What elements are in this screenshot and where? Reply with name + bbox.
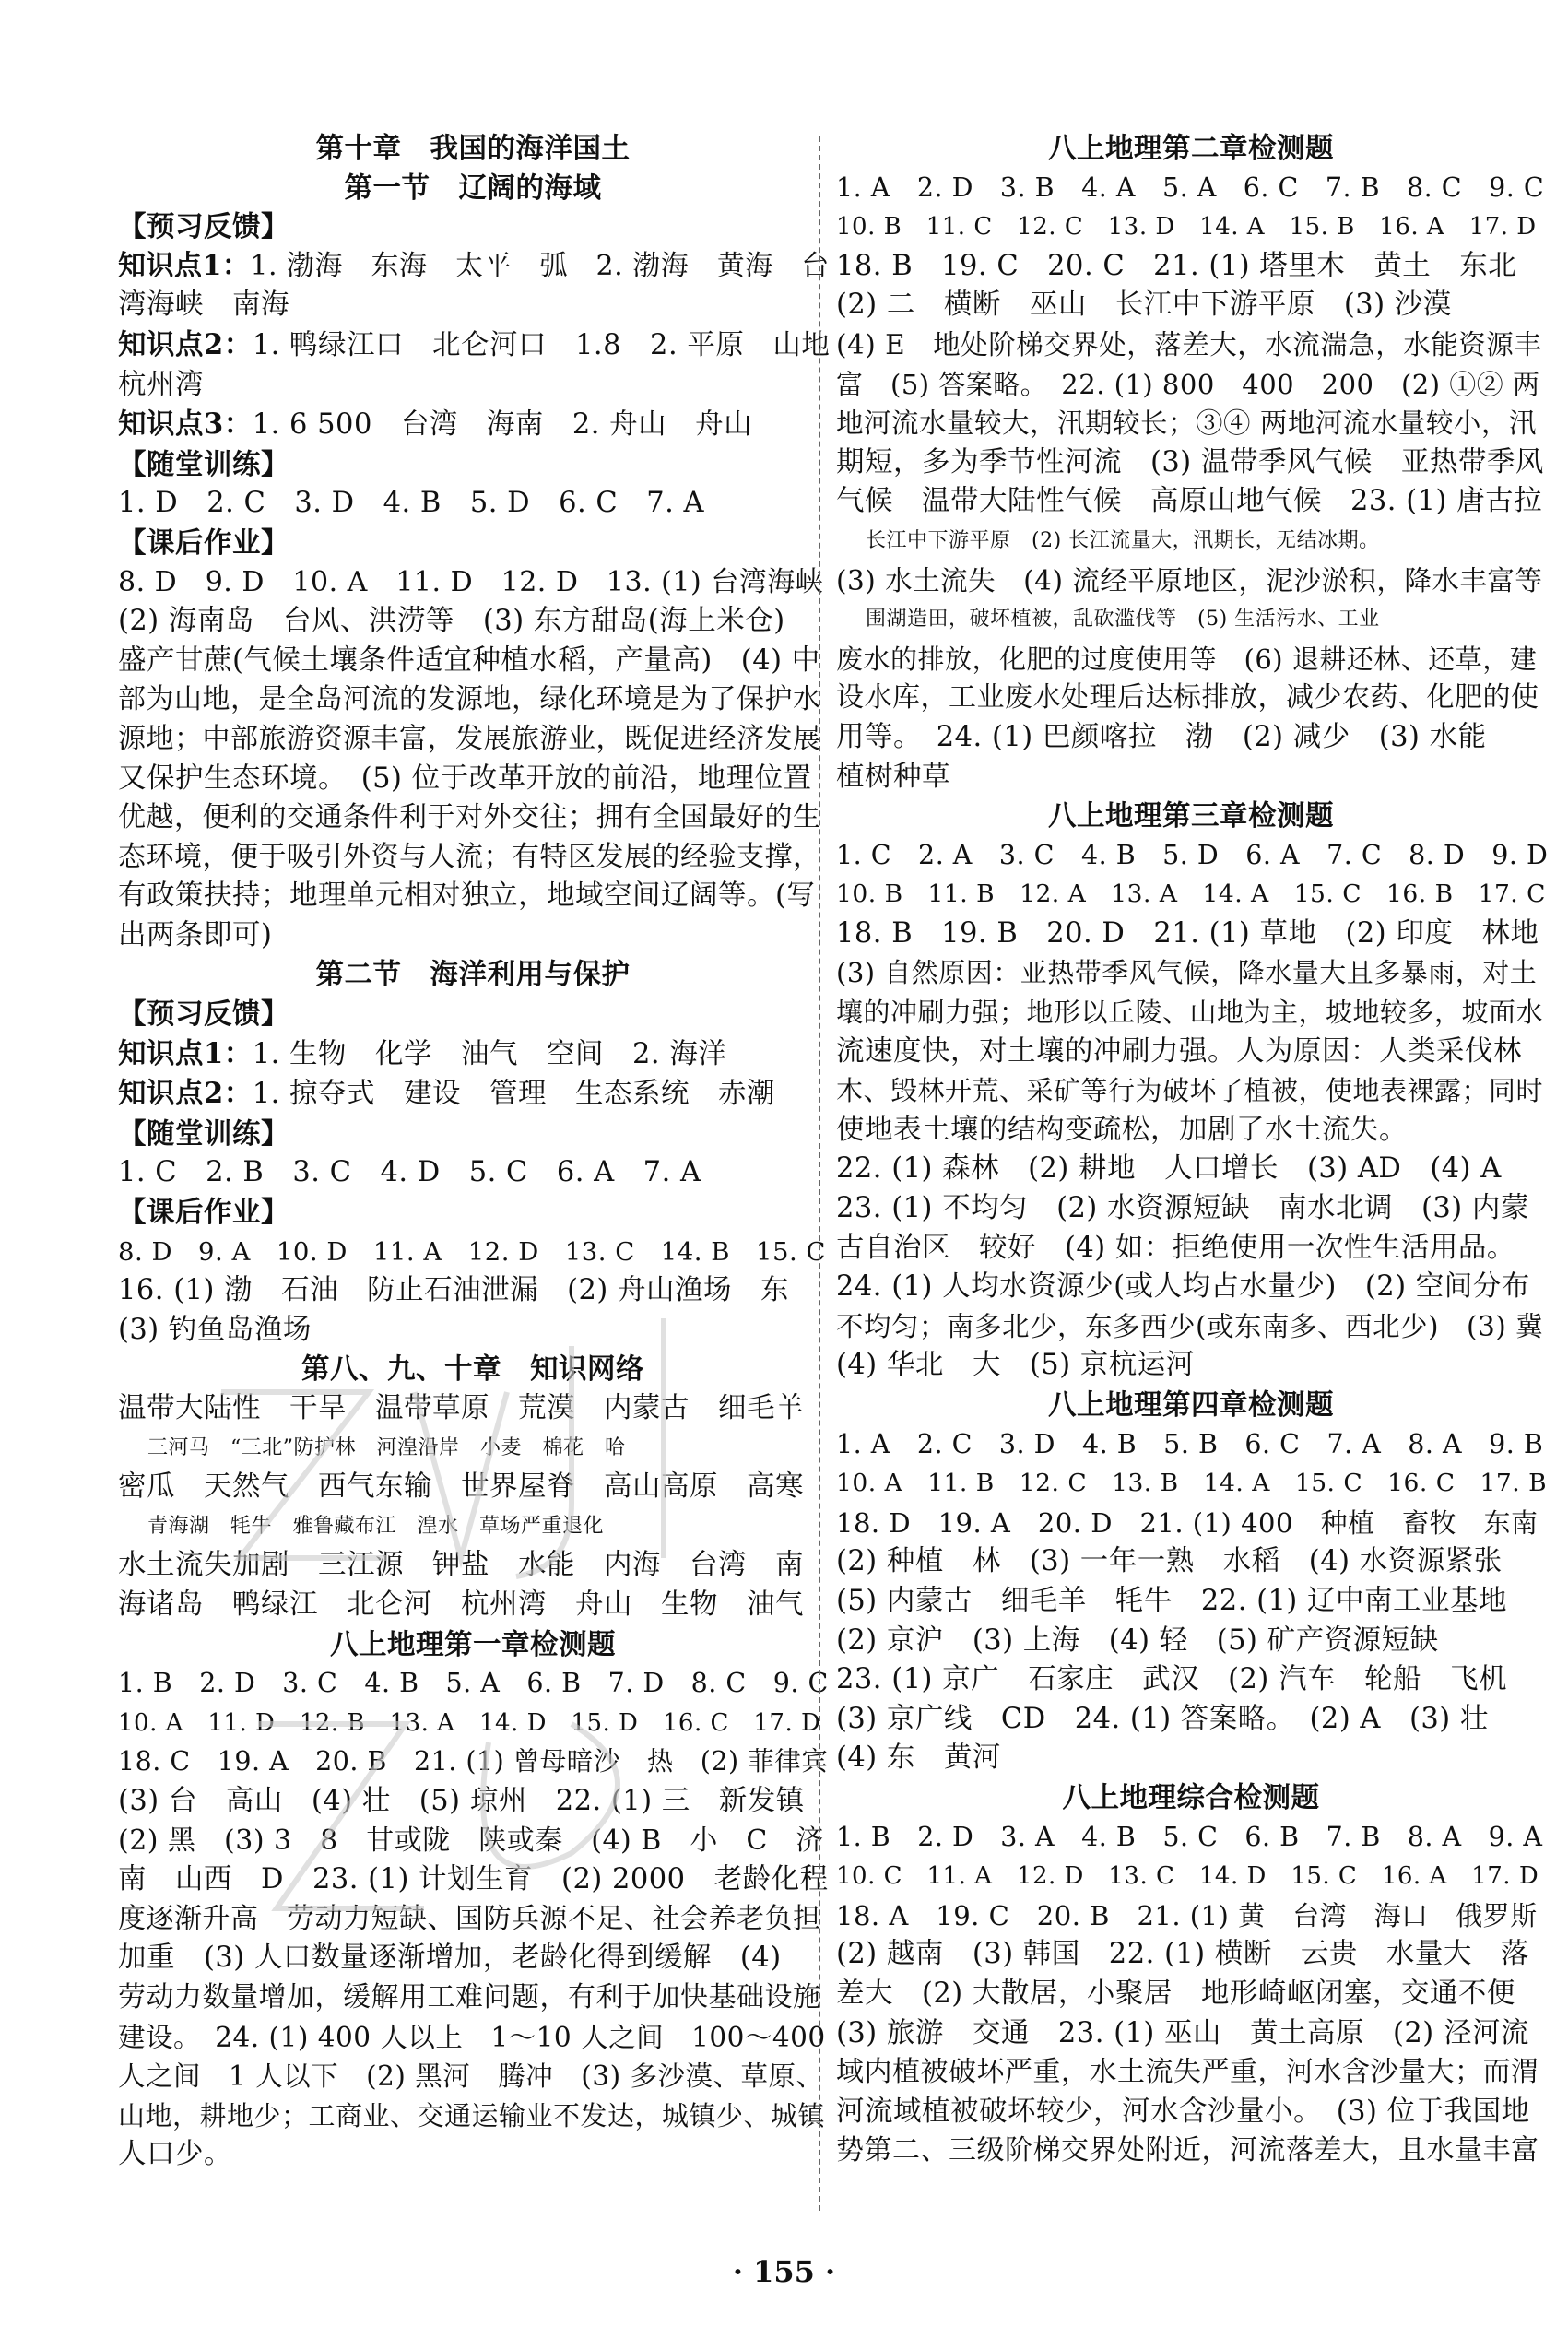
page-number: · 155 · [732, 2254, 836, 2289]
answer-line [118, 325, 831, 366]
answer-line: 8. D 9. A 10. D 11. A 12. D 13. C 14. B 15. C [118, 1236, 826, 1267]
answer-line: 青海湖 牦牛 雅鲁藏布江 湟水 草场严重退化 [147, 1514, 605, 1538]
answer-line: 三河马 “三北”防护林 河湟沿岸 小麦 棉花 哈 [147, 1435, 626, 1459]
answer-line: 人之间 1 人以下 (2) 黑河 腾冲 (3) 多沙漠、草原、 [118, 2060, 824, 2093]
answer-line: 态环境，便于吸引外资与人流；有特区发展的经验支撑， [118, 840, 821, 873]
answer-line: 期短，多为季节性河流 (3) 温带季风气候 亚热带季风 [836, 445, 1544, 478]
answer-line: 密瓜 天然气 西气东输 世界屋脊 高山高原 高寒 [118, 1470, 804, 1504]
section-heading: 八上地理第三章检测题 [1048, 799, 1334, 833]
section-heading: 八上地理综合检测题 [1062, 1780, 1320, 1814]
answer-line: 18. D 19. A 20. D 21. (1) 400 种植 畜牧 东南 [836, 1506, 1539, 1539]
answer-line: (4) 东 黄河 [836, 1742, 1001, 1775]
answer-line [118, 405, 828, 445]
section-heading: 第一节 辽阔的海域 [344, 171, 602, 205]
answer-line: 水土流失加剧 三江源 钾盐 水能 内海 台湾 南 [118, 1549, 804, 1582]
answer-line: 劳动力数量增加，缓解用工难问题，有利于加快基础设施 [118, 1980, 821, 2013]
answer-line: 【课后作业】 [118, 525, 289, 560]
answer-line: 差大 (2) 大散居，小聚居 地形崎岖闭塞，交通不便 [836, 1977, 1515, 2010]
answer-line: (4) 华北 大 (5) 京杭运河 [836, 1349, 1195, 1382]
section-heading: 第八、九、十章 知识网络 [301, 1352, 644, 1387]
answer-line: (2) 越南 (3) 韩国 22. (1) 横断 云贵 水量大 落 [836, 1938, 1529, 1971]
answer-line: 10. C 11. A 12. D 13. C 14. D 15. C 16. A 17. D [836, 1862, 1539, 1891]
answer-line: 加重 (3) 人口数量逐渐增加，老龄化得到缓解 (4) [118, 1942, 782, 1975]
answer-line: 1. C 2. B 3. C 4. D 5. C 6. A 7. A [118, 1156, 701, 1189]
answer-text: 1. 鸭绿江口 北仑河口 1.8 2. 平原 山地 [252, 328, 831, 361]
answer-line: 温带大陆性 干旱 温带草原 荒漠 内蒙古 细毛羊 [118, 1392, 804, 1424]
answer-line: 壤的冲刷力强；地形以丘陵、山地为主，坡地较多，坡面水 [836, 997, 1544, 1029]
answer-line [118, 1034, 828, 1075]
answer-line: 【预习反馈】 [118, 998, 289, 1032]
answer-line: (2) 二 横断 巫山 长江中下游平原 (3) 沙漠 [836, 289, 1452, 322]
answer-line: 【课后作业】 [118, 1196, 289, 1230]
knowledge-point-label: 知识点3： [118, 407, 253, 442]
answer-line: 南 山西 D 23. (1) 计划生育 (2) 2000 老龄化程 [118, 1863, 829, 1896]
answer-line: 18. A 19. C 20. B 21. (1) 黄 台湾 海口 俄罗斯 [836, 1899, 1538, 1931]
section-heading: 第二节 海洋利用与保护 [315, 958, 631, 992]
answer-line: 18. B 19. B 20. D 21. (1) 草地 (2) 印度 林地 [836, 916, 1539, 950]
right-column [836, 129, 1549, 2171]
answer-line: 1. B 2. D 3. C 4. B 5. A 6. B 7. D 8. C 9. C [118, 1668, 829, 1699]
answer-line: 建设。 24. (1) 400 人以上 1～10 人之间 100～400 [118, 2021, 826, 2053]
answer-line: 1. B 2. D 3. A 4. B 5. C 6. B 7. B 8. A 9. A [836, 1821, 1543, 1852]
answer-line: (3) 京广线 CD 24. (1) 答案略。 (2) A (3) 壮 [836, 1702, 1489, 1735]
answer-line: 木、毁林开荒、采矿等行为破坏了植被，使地表裸露；同时 [836, 1075, 1544, 1107]
answer-line: 18. B 19. C 20. C 21. (1) 塔里木 黄土 东北 [836, 249, 1517, 282]
answer-line: 23. (1) 京广 石家庄 武汉 (2) 汽车 轮船 飞机 [836, 1663, 1507, 1696]
answer-line: 23. (1) 不均匀 (2) 水资源短缺 南水北调 (3) 内蒙 [836, 1192, 1529, 1225]
answer-line: 10. B 11. C 12. C 13. D 14. A 15. B 16. A 17. D [836, 213, 1537, 242]
answer-line: 22. (1) 森林 (2) 耕地 人口增长 (3) AD (4) A [836, 1152, 1502, 1186]
answer-line: (3) 自然原因：亚热带季风气候，降水量大且多暴雨，对土 [836, 957, 1538, 989]
section-heading: 八上地理第二章检测题 [1048, 132, 1334, 165]
answer-line: 势第二、三级阶梯交界处附近，河流落差大，且水量丰富 [836, 2134, 1539, 2167]
answer-line: 长江中下游平原 (2) 长江流量大，汛期长，无结冰期。 [866, 528, 1380, 552]
answer-line: 源地；中部旅游资源丰富，发展旅游业，既促进经济发展 [118, 722, 821, 755]
answer-line: 1. C 2. A 3. C 4. B 5. D 6. A 7. C 8. D 9. D [836, 839, 1549, 870]
answer-text: 1. 掠夺式 建设 管理 生态系统 赤潮 [252, 1078, 776, 1111]
answer-line: 1. A 2. C 3. D 4. B 5. B 6. C 7. A 8. A 9. B [836, 1428, 1544, 1459]
answer-line: 【预习反馈】 [118, 210, 289, 244]
answer-line: 又保护生态环境。 (5) 位于改革开放的前沿，地理位置 [118, 762, 812, 795]
answer-line: 杭州湾 [118, 368, 204, 401]
answer-line: 围湖造田，破坏植被，乱砍滥伐等 (5) 生活污水、工业 [866, 608, 1380, 632]
answer-line: 【随堂训练】 [118, 1116, 289, 1151]
knowledge-point-label: 知识点2： [118, 1077, 253, 1111]
answer-line: 18. C 19. A 20. B 21. (1) 曾母暗沙 热 (2) 菲律宾 [118, 1746, 829, 1777]
answer-line: (5) 内蒙古 细毛羊 牦牛 22. (1) 辽中南工业基地 [836, 1584, 1507, 1617]
answer-line: (3) 台 高山 (4) 壮 (5) 琼州 22. (1) 三 新发镇 [118, 1784, 805, 1817]
answer-line: 10. A 11. D 12. B 13. A 14. D 15. D 16. C 17. D [118, 1708, 821, 1737]
answer-text: 1. 生物 化学 油气 空间 2. 海洋 [252, 1037, 727, 1070]
answer-line: 有政策扶持；地理单元相对独立，地域空间辽阔等。(写 [118, 880, 816, 913]
answer-line: 使地表土壤的结构变疏松，加剧了水土流失。 [836, 1113, 1408, 1146]
answer-line: 气候 温带大陆性气候 高原山地气候 23. (1) 唐古拉 [836, 485, 1543, 518]
answer-line: 海诸岛 鸭绿江 北仑河 杭州湾 舟山 生物 油气 [118, 1588, 804, 1621]
answer-line: (4) E 地处阶梯交界处，落差大，水流湍急，水能资源丰 [836, 328, 1542, 360]
knowledge-point-label: 知识点1： [118, 1036, 253, 1070]
answer-line: 出两条即可) [118, 918, 273, 951]
answer-line: 富 (5) 答案略。 22. (1) 800 400 200 (2) ①② 两 [836, 368, 1540, 400]
answer-line: 度逐渐升高 劳动力短缺、国防兵源不足、社会养老负担 [118, 1902, 821, 1935]
answer-line [118, 247, 828, 287]
answer-line: 不均匀；南多北少，东多西少(或东南多、西北少) (3) 冀 [836, 1310, 1544, 1342]
answer-line: 植树种草 [836, 760, 950, 793]
answer-line: 部为山地，是全岛河流的发源地，绿化环境是为了保护水 [118, 683, 821, 716]
answer-line: 盛产甘蔗(气候土壤条件适宜种植水稻，产量高) (4) 中 [118, 643, 820, 677]
answer-line: 24. (1) 人均水资源少(或人均占水量少) (2) 空间分布 [836, 1270, 1530, 1304]
answer-line: 山地，耕地少；工商业、交通运输业不发达，城镇少、城镇 [118, 2099, 826, 2131]
answer-line: (2) 黑 (3) 3 8 甘或陇 陕或秦 (4) B 小 C 济 [118, 1824, 824, 1857]
knowledge-point-label: 知识点1： [118, 249, 251, 282]
knowledge-point-label: 知识点2： [118, 327, 253, 361]
answer-line [118, 1074, 828, 1115]
answer-line: 地河流水量较大，汛期较长；③④ 两地河流水量较小，汛 [836, 407, 1537, 440]
column-divider [819, 136, 820, 2211]
answer-line: 域内植被破坏严重，水土流失严重，河水含沙量大；而渭 [836, 2056, 1539, 2089]
answer-line: 设水库，工业废水处理后达标排放，减少农药、化肥的使 [836, 681, 1539, 714]
section-heading: 八上地理第四章检测题 [1048, 1388, 1334, 1422]
answer-text: 1. 渤海 东海 太平 弧 2. 渤海 黄海 台 [250, 249, 830, 282]
answer-line: 1. A 2. D 3. B 4. A 5. A 6. C 7. B 8. C 9. C [836, 171, 1545, 203]
answer-line: 人口少。 [118, 2138, 232, 2171]
answer-line: 古自治区 较好 (4) 如：拒绝使用一次性生活用品。 [836, 1231, 1515, 1264]
answer-line: 10. A 11. B 12. C 13. B 14. A 15. C 16. C 17. B [836, 1469, 1548, 1498]
answer-text: 1. 6 500 台湾 海南 2. 舟山 舟山 [252, 408, 753, 442]
section-heading: 八上地理第一章检测题 [330, 1627, 616, 1661]
answer-line: 16. (1) 渤 石油 防止石油泄漏 (2) 舟山渔场 东 [118, 1274, 789, 1307]
answer-line: 河流域植被破坏较少，河水含沙量小。 (3) 位于我国地 [836, 2095, 1530, 2128]
left-column [118, 129, 831, 2175]
answer-line: 8. D 9. D 10. A 11. D 12. D 13. (1) 台湾海峡 [118, 565, 824, 598]
answer-line: (2) 种植 林 (3) 一年一熟 水稻 (4) 水资源紧张 [836, 1545, 1503, 1578]
answer-line: (3) 水土流失 (4) 流经平原地区，泥沙淤积，降水丰富等 [836, 564, 1543, 596]
answer-line: 废水的排放，化肥的过度使用等 (6) 退耕还林、还草，建 [836, 643, 1538, 675]
answer-line: (2) 京沪 (3) 上海 (4) 轻 (5) 矿产资源短缺 [836, 1623, 1439, 1657]
answer-line: 1. D 2. C 3. D 4. B 5. D 6. C 7. A [118, 487, 705, 520]
answer-line: (2) 海南岛 台风、洪涝等 (3) 东方甜岛(海上米仓) [118, 605, 785, 638]
section-heading: 第十章 我国的海洋国土 [315, 132, 631, 165]
answer-line: 优越，便利的交通条件利于对外交往；拥有全国最好的生 [118, 801, 821, 834]
answer-line: 【随堂训练】 [118, 447, 289, 481]
answer-line: (3) 钓鱼岛渔场 [118, 1313, 312, 1346]
answer-line: 10. B 11. B 12. A 13. A 14. A 15. C 16. B 17. C [836, 880, 1546, 909]
answer-line: 用等。 24. (1) 巴颜喀拉 渤 (2) 减少 (3) 水能 [836, 720, 1487, 753]
answer-line: (3) 旅游 交通 23. (1) 巫山 黄土高原 (2) 泾河流 [836, 2016, 1529, 2049]
answer-line: 流速度快，对土壤的冲刷力强。人为原因：人类采伐林 [836, 1034, 1522, 1068]
answer-line: 湾海峡 南海 [118, 289, 289, 322]
